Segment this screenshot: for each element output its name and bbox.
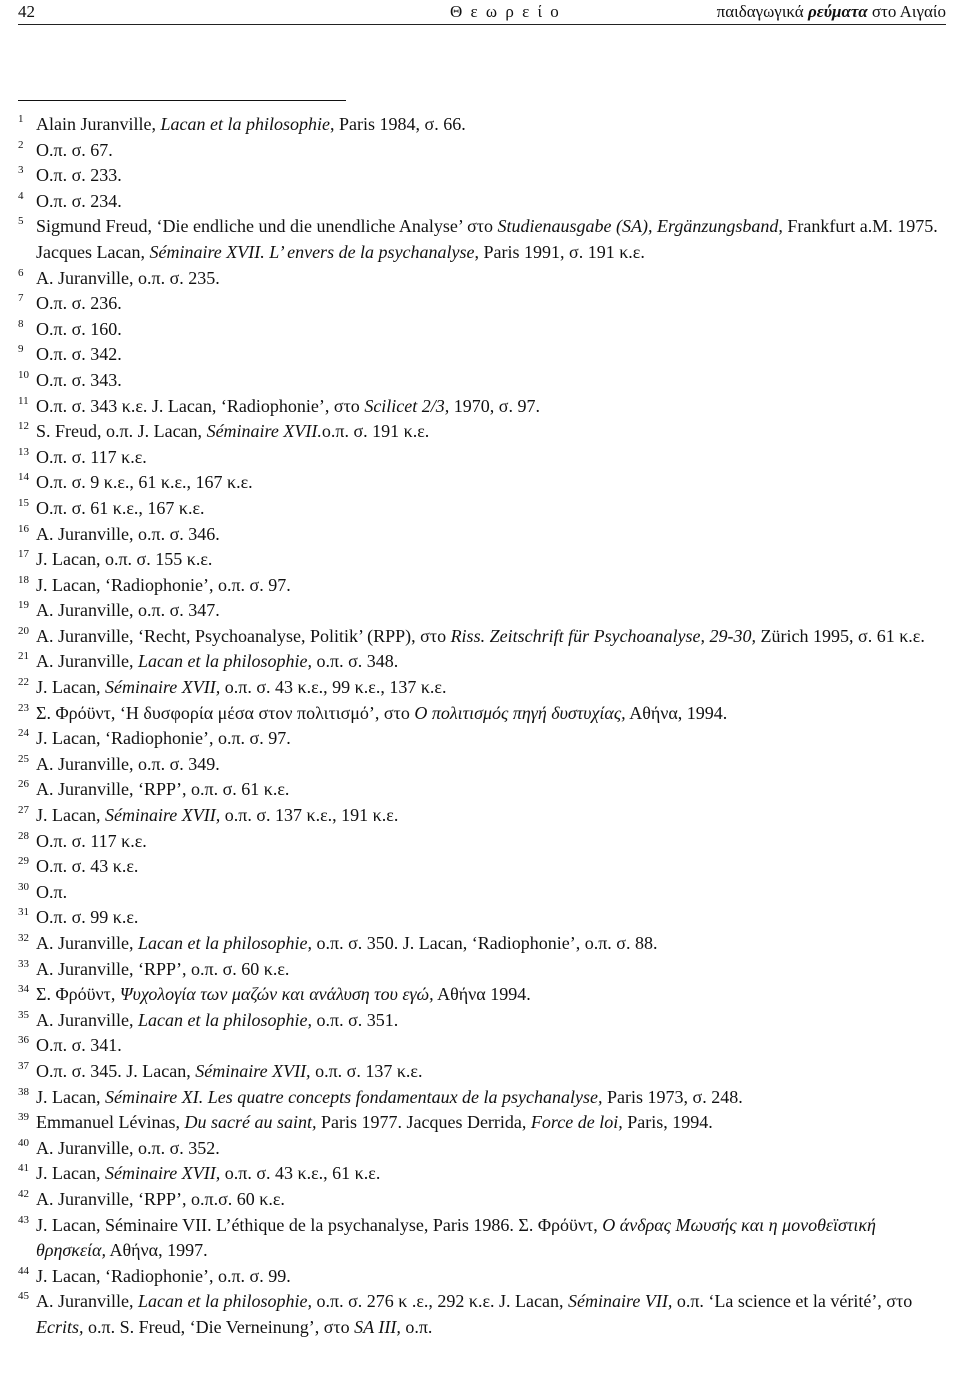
footnote-number: 27 [18, 804, 29, 817]
page-number: 42 [18, 2, 35, 21]
footnote-number: 36 [18, 1034, 29, 1047]
footnote [18, 317, 938, 343]
footnote-text: Frankfurt a.M. 1975. Jacques Lacan, [36, 216, 938, 262]
footnote-title: Séminaire XVII. [206, 421, 322, 442]
footnote-text: A. Juranville, ο.π. σ. 347. [36, 600, 220, 621]
footnote [18, 547, 938, 573]
footnote-number: 5 [18, 215, 24, 228]
footnote [18, 445, 938, 471]
footnote-text: ο.π. σ. 191 κ.ε. [321, 421, 430, 442]
footnote [18, 1033, 938, 1059]
footnote-number: 24 [18, 727, 29, 740]
footnote-text: J. Lacan, [36, 1163, 105, 1184]
footnote-text: Ο.π. σ. 160. [36, 318, 122, 339]
footnote-text: A. Juranville, [36, 651, 138, 672]
footnote-text: J. Lacan, Séminaire VII. L’éthique de la psychanalyse, Paris 1986. Σ. Φρόϋντ, [36, 1214, 603, 1235]
footnote-number: 35 [18, 1008, 29, 1021]
footnote [18, 163, 938, 189]
footnote-title: Ψυχολογία των μαζών και ανάλυση του εγώ, [119, 984, 434, 1005]
footnote-text: Αθήνα 1994. [433, 984, 531, 1005]
footnote-text: A. Juranville, ο.π. σ. 346. [36, 523, 220, 544]
footnote [18, 214, 938, 265]
footnote [18, 982, 938, 1008]
footnote-text: Emmanuel Lévinas, [36, 1112, 185, 1133]
footnote-text: J. Lacan, ο.π. σ. 155 κ.ε. [36, 549, 213, 570]
footnote-number: 44 [18, 1264, 29, 1277]
footnote-text: Ο.π. σ. 67. [36, 139, 113, 160]
footnote-number: 1 [18, 113, 24, 125]
footnote-number: 18 [18, 573, 29, 586]
footnote-text: Ο.π. σ. 236. [36, 293, 122, 314]
footnote-title: Séminaire XVII, [104, 805, 221, 826]
footnote-text: Alain Juranville, [36, 114, 161, 134]
footnote-text: Ο.π. σ. 234. [36, 190, 122, 211]
footnote-text: Paris 1977. Jacques Derrida, [316, 1112, 531, 1133]
footnote [18, 1264, 938, 1290]
footnote-number: 45 [18, 1290, 29, 1303]
footnote-text: Paris 1973, σ. 248. [602, 1086, 743, 1107]
volume-title-prefix: παιδαγωγικά [716, 2, 808, 21]
footnote-text: Ο.π. σ. 233. [36, 165, 122, 186]
footnote-text: ο.π. ‘La science et la vérité’, στο [672, 1291, 913, 1312]
footnote-number: 22 [18, 676, 29, 689]
footnote-number: 9 [18, 343, 24, 356]
footnote-number: 32 [18, 932, 29, 944]
footnote-text: Ο.π. σ. 341. [36, 1035, 122, 1056]
footnote-number: 20 [18, 624, 29, 637]
footnote-text: A. Juranville, ‘RPP’, ο.π. σ. 60 κ.ε. [36, 958, 290, 979]
footnote-text: A. Juranville, ο.π. σ. 349. [36, 753, 220, 774]
footnote-text: Ο.π. σ. 61 κ.ε., 167 κ.ε. [36, 497, 205, 518]
volume-title-suffix: στο Αιγαίο [867, 2, 946, 21]
footnote-text: J. Lacan, [36, 1086, 105, 1107]
footnote-title: Riss. Zeitschrift für Psychoanalyse, 29-30, [450, 625, 757, 646]
footnote-text: J. Lacan, ‘Radiophonie’, ο.π. σ. 97. [36, 728, 291, 749]
footnote-number: 25 [18, 752, 29, 765]
footnote-number: 43 [18, 1213, 29, 1226]
footnote-text: Ο.π. σ. 342. [36, 344, 122, 365]
journal-title: Θ ε ω ρ ε ί ο [450, 2, 561, 21]
running-header [18, 0, 946, 25]
footnote-text: ο.π. σ. 351. [311, 1009, 399, 1030]
footnote-text: ο.π. σ. 350. J. Lacan, ‘Radiophonie’, ο.π. σ. 88. [311, 933, 658, 953]
footnote-text: A. Juranville, ‘RPP’, ο.π.σ. 60 κ.ε. [36, 1188, 285, 1209]
footnote [18, 138, 938, 164]
volume-title-emphasis: ρεύματα [807, 2, 868, 21]
footnote-title: Ecrits, [36, 1316, 84, 1337]
footnote-title: Séminaire XI. Les quatre concepts fondamentaux de la psychanalyse, [104, 1086, 603, 1107]
footnote-number: 4 [18, 189, 24, 202]
footnote [18, 1213, 938, 1264]
footnote [18, 1059, 938, 1085]
footnote-number: 8 [18, 317, 24, 330]
footnote-text: ο.π. [400, 1316, 433, 1337]
footnote-title: Lacan et la philosophie [160, 114, 330, 134]
footnote-text: Zürich 1995, σ. 61 κ.ε. [756, 625, 925, 646]
footnote-number: 31 [18, 906, 29, 919]
footnote-text: Ο.π. σ. 43 κ.ε. [36, 856, 139, 877]
footnote [18, 368, 938, 394]
footnote-number: 7 [18, 292, 24, 305]
footnote [18, 1136, 938, 1162]
footnote-text: J. Lacan, ‘Radiophonie’, ο.π. σ. 97. [36, 574, 291, 595]
footnote [18, 880, 938, 906]
footnote-title: Lacan et la philosophie, [137, 651, 312, 672]
footnote-number: 28 [18, 829, 29, 842]
footnote [18, 342, 938, 368]
footnote-number: 10 [18, 368, 29, 381]
footnote-text: A. Juranville, ‘RPP’, ο.π. σ. 61 κ.ε. [36, 779, 290, 800]
footnote [18, 1187, 938, 1213]
footnote-text: A. Juranville, [36, 1009, 138, 1030]
footnote-text: ο.π. σ. 43 κ.ε., 61 κ.ε. [220, 1163, 381, 1184]
footnote-number: 26 [18, 778, 29, 791]
footnote-number: 41 [18, 1162, 29, 1175]
footnote-title: Séminaire VII, [568, 1291, 673, 1312]
footnote-number: 15 [18, 496, 29, 509]
footnote-number: 39 [18, 1111, 29, 1124]
footnote-text: ο.π. S. Freud, ‘Die Verneinung’, στο [83, 1316, 355, 1337]
footnote [18, 777, 938, 803]
footnote-number: 38 [18, 1085, 29, 1098]
footnote [18, 829, 938, 855]
footnote-number: 37 [18, 1059, 29, 1072]
footnote [18, 649, 938, 675]
footnote-number: 33 [18, 957, 29, 970]
footnote-text: Ο.π. σ. 345. J. Lacan, [36, 1060, 196, 1081]
footnote-title: Studienausgabe (SA), Ergänzungsband, [497, 216, 783, 237]
footnote-title: Lacan et la philosophie, [137, 933, 312, 953]
footnote [18, 752, 938, 778]
footnote-text: Ο.π. σ. 117 κ.ε. [36, 830, 147, 851]
footnote-number: 2 [18, 138, 24, 151]
footnote [18, 854, 938, 880]
footnote-separator [18, 100, 346, 101]
footnote-text: J. Lacan, ‘Radiophonie’, ο.π. σ. 99. [36, 1265, 291, 1286]
footnote-text: Sigmund Freud, ‘Die endliche und die unendliche Analyse’ στο [36, 216, 498, 237]
footnote [18, 573, 938, 599]
footnote-text: S. Freud, ο.π. J. Lacan, [36, 421, 207, 442]
footnote-title: Séminaire XVII. L’ envers de la psychanalyse [149, 241, 475, 262]
footnote-text: J. Lacan, [36, 805, 105, 826]
footnote-text: Ο.π. σ. 343 κ.ε. J. Lacan, ‘Radiophonie’, στο [36, 395, 365, 416]
footnote [18, 931, 938, 957]
footnote-text: A. Juranville, [36, 933, 138, 953]
footnote-number: 40 [18, 1136, 29, 1149]
footnote-text: Αθήνα, 1994. [625, 702, 728, 723]
footnote-text: J. Lacan, [36, 677, 105, 698]
footnote [18, 470, 938, 496]
footnote [18, 624, 938, 650]
footnote-text: ο.π. σ. 348. [311, 651, 399, 672]
footnote-text: Ο.π. σ. 117 κ.ε. [36, 446, 147, 467]
footnote-number: 21 [18, 650, 29, 663]
footnote-text: , Paris 1991, σ. 191 κ.ε. [474, 241, 645, 262]
footnote [18, 598, 938, 624]
volume-title [717, 2, 946, 22]
footnote [18, 112, 938, 138]
footnote-text: Ο.π. σ. 99 κ.ε. [36, 907, 139, 928]
footnote-text: A. Juranville, [36, 1291, 138, 1312]
footnote [18, 189, 938, 215]
footnote-number: 30 [18, 880, 29, 893]
footnote-text: Σ. Φρόϋντ, ‘Η δυσφορία μέσα στον πολιτισμό’, στο [36, 702, 415, 723]
footnote-title: SA III, [354, 1316, 401, 1337]
footnote-number: 23 [18, 701, 29, 714]
footnote-text: ο.π. σ. 276 κ .ε., 292 κ.ε. J. Lacan, [311, 1291, 569, 1312]
footnote-title: Du sacré au saint, [184, 1112, 317, 1133]
footnote-text: Σ. Φρόϋντ, [36, 984, 120, 1005]
footnote-title: Lacan et la philosophie, [137, 1009, 312, 1030]
footnote-number: 3 [18, 164, 24, 177]
footnote-text: Αθήνα, 1997. [105, 1240, 208, 1261]
footnote-text: ο.π. σ. 137 κ.ε. [310, 1060, 423, 1081]
footnote [18, 496, 938, 522]
footnote-text: Ο.π. σ. 343. [36, 369, 122, 390]
footnote [18, 1008, 938, 1034]
footnote-number: 17 [18, 548, 29, 561]
footnote [18, 701, 938, 727]
footnote-title: Ο πολιτισμός πηγή δυστυχίας, [414, 702, 626, 723]
footnote-title: Séminaire XVII, [104, 1163, 221, 1184]
footnote-text: ο.π. σ. 137 κ.ε., 191 κ.ε. [220, 805, 399, 826]
footnote [18, 675, 938, 701]
footnote-title: Séminaire XVII, [195, 1060, 311, 1081]
footnote-text: A. Juranville, ο.π. σ. 352. [36, 1137, 220, 1158]
footnote-number: 29 [18, 855, 29, 868]
footnote-number: 14 [18, 471, 29, 484]
footnote [18, 394, 938, 420]
footnote [18, 803, 938, 829]
footnote-text: Ο.π. [36, 881, 68, 902]
footnote-text: Paris, 1994. [622, 1112, 713, 1133]
footnote-title: Ο άνδρας Μωυσής και η μονοθεϊστική θρησκεία, [36, 1214, 876, 1261]
footnote-text: A. Juranville, ο.π. σ. 235. [36, 267, 220, 288]
footnote [18, 726, 938, 752]
footnote [18, 1161, 938, 1187]
footnote-text: 1970, σ. 97. [449, 395, 540, 416]
footnote-text: Ο.π. σ. 9 κ.ε., 61 κ.ε., 167 κ.ε. [36, 472, 253, 493]
footnote-title: Scilicet 2/3, [364, 395, 450, 416]
footnote-text: A. Juranville, ‘Recht, Psychoanalyse, Politik’ (RPP), στο [36, 625, 451, 646]
footnote-title: Force de loi, [530, 1112, 623, 1133]
footnote-number: 16 [18, 522, 29, 535]
footnote-number: 19 [18, 599, 29, 612]
footnote-number: 13 [18, 445, 29, 458]
footnotes-list [18, 112, 938, 1341]
footnote [18, 291, 938, 317]
footnote-title: Séminaire XVII, [104, 677, 221, 698]
footnote-text: ο.π. σ. 43 κ.ε., 99 κ.ε., 137 κ.ε. [220, 677, 447, 698]
footnote-title: Lacan et la philosophie, [137, 1291, 312, 1312]
footnote [18, 905, 938, 931]
footnote-number: 11 [18, 394, 29, 407]
footnote [18, 522, 938, 548]
footnote [18, 419, 938, 445]
footnote [18, 1289, 938, 1340]
footnote-text: , Paris 1984, σ. 66. [329, 114, 466, 134]
footnote [18, 266, 938, 292]
footnote [18, 957, 938, 983]
footnote-number: 12 [18, 420, 29, 433]
footnote [18, 1110, 938, 1136]
footnote-number: 6 [18, 266, 24, 279]
footnote-number: 34 [18, 983, 29, 996]
footnote [18, 1085, 938, 1111]
footnote-number: 42 [18, 1187, 29, 1200]
